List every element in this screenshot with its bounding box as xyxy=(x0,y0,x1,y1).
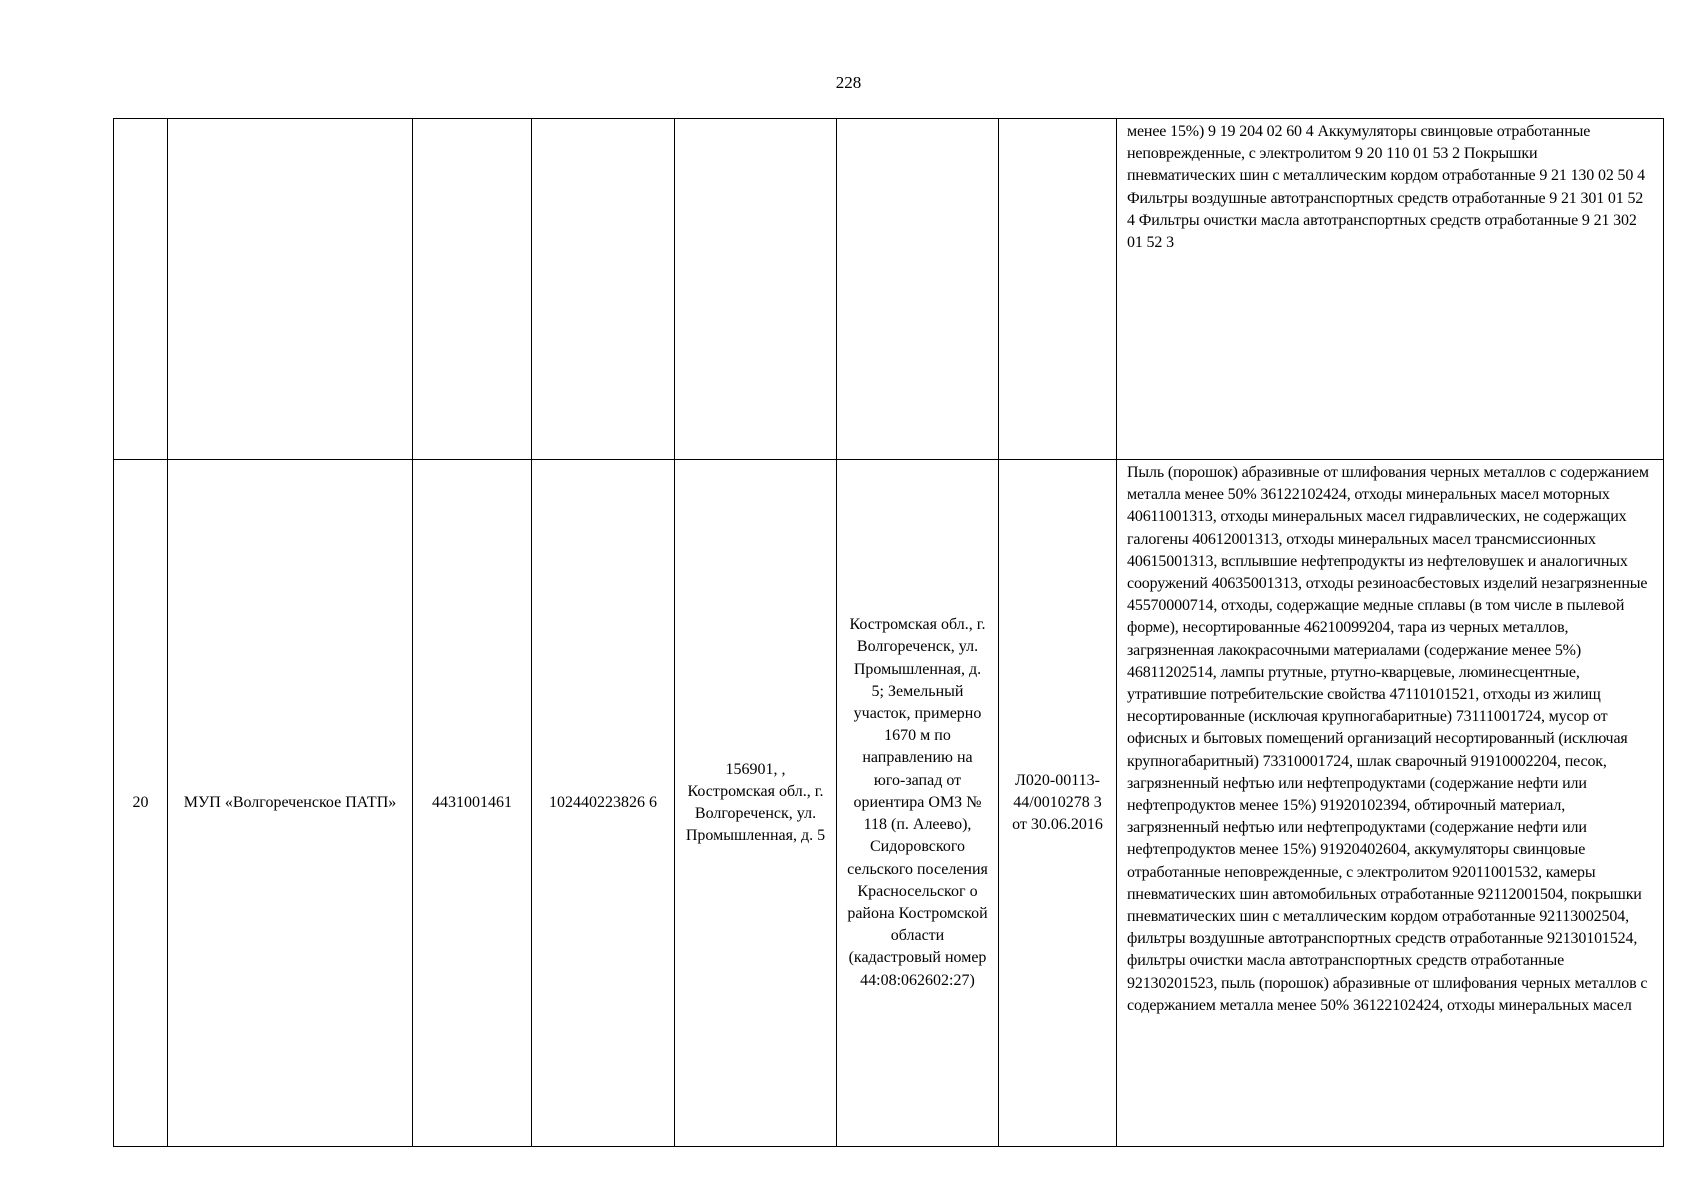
cell-empty-inn xyxy=(413,119,532,460)
ogrn-value: 102440223826 6 xyxy=(549,793,657,811)
table-row-continued xyxy=(114,119,1664,460)
cell-legal-address xyxy=(675,460,837,1147)
cell-empty-facility-address xyxy=(837,119,999,460)
registry-table xyxy=(113,118,1664,1147)
cell-empty-organization xyxy=(168,119,413,460)
cell-waste-list: Пыль (порошок) абразивные от шлифования черных металлов с содержанием металла менее 50% 36122102424, отходы минеральных масел моторных 40611001313, отходы минеральных масел гидравлических, не содержащих галогены 40612001313, отходы минеральных масел трансмиссионных 40615001313, всплывшие нефтепродукты из нефтеловушек и аналогичных сооружений 40635001313, отходы резиноасбестовых изделий незагрязненные 45570000714, отходы, содержащие медные сплавы (в том числе в пылевой форме), несортированные 46210099204, тара из черных металлов, загрязненная лакокрасочными материалами (содержание менее 5%) 46811202514, лампы ртутные, ртутно-кварцевые, люминесцентные, утратившие потребительские свойства 47110101521, отходы из жилищ несортированные (исключая крупногабаритные) 73111001724, мусор от офисных и бытовых помещений организаций несортированный (исключая крупногабаритный) 73310001724, шлак сварочный 91910002204, песок, загрязненный нефтью или нефтепродуктами (содержание нефти или нефтепродуктов менее 15%) 91920102394, обтирочный материал, загрязненный нефтью или нефтепродуктами (содержание нефти или нефтепродуктов менее 15%) 91920402604, аккумуляторы свинцовые отработанные неповрежденные, с электролитом 92011001532, камеры пневматических шин автомобильных отработанные 92112001504, покрышки пневматических шин с металлическим кордом отработанные 92113002504, фильтры воздушные автотранспортных средств отработанные 92130101524, фильтры очистки масла автотранспортных средств отработанные 92130201523, пыль (порошок) абразивные от шлифования черных металлов с содержанием металла менее 50% 36122102424, отходы минеральных масел xyxy=(1117,460,1664,1147)
facility-address-text: Костромская обл., г. Волгореченск, ул. Промышленная, д. 5; Земельный участок, примерно 1670 м по направлению на юго-запад от ориентира ОМЗ № 118 (п. Алеево), Сидоровского сельского поселения Красносельског о района Костромской области (кадастровый номер 44:08:062602:27) xyxy=(847,616,988,989)
cell-empty-number xyxy=(114,119,168,460)
cell-organization xyxy=(168,460,413,1147)
table-row-20 xyxy=(114,460,1664,1147)
cell-facility-address xyxy=(837,460,999,1147)
cell-empty-ogrn xyxy=(532,119,675,460)
cell-waste-list-continued: менее 15%) 9 19 204 02 60 4 Аккумуляторы свинцовые отработанные неповрежденные, с электролитом 9 20 110 01 53 2 Покрышки пневматических шин с металлическим кордом отработанные 9 21 130 02 50 4 Фильтры воздушные автотранспортных средств отработанные 9 21 301 01 52 4 Фильтры очистки масла автотранспортных средств отработанные 9 21 302 01 52 3 xyxy=(1117,119,1664,460)
legal-address-text: 156901, , Костромская обл., г. Волгореченск, ул. Промышленная, д. 5 xyxy=(685,760,826,845)
cell-license xyxy=(999,460,1117,1147)
cell-inn: 4431001461 xyxy=(413,460,532,1147)
organization-name: МУП «Волгореченское ПАТП» xyxy=(183,793,397,811)
cell-row-number: 20 xyxy=(114,460,168,1147)
cell-ogrn xyxy=(532,460,675,1147)
license-text: Л020-00113-44/0010278 3 от 30.06.2016 xyxy=(1012,771,1103,834)
cell-empty-license xyxy=(999,119,1117,460)
page-number: 228 xyxy=(835,73,862,92)
cell-empty-legal-address xyxy=(675,119,837,460)
